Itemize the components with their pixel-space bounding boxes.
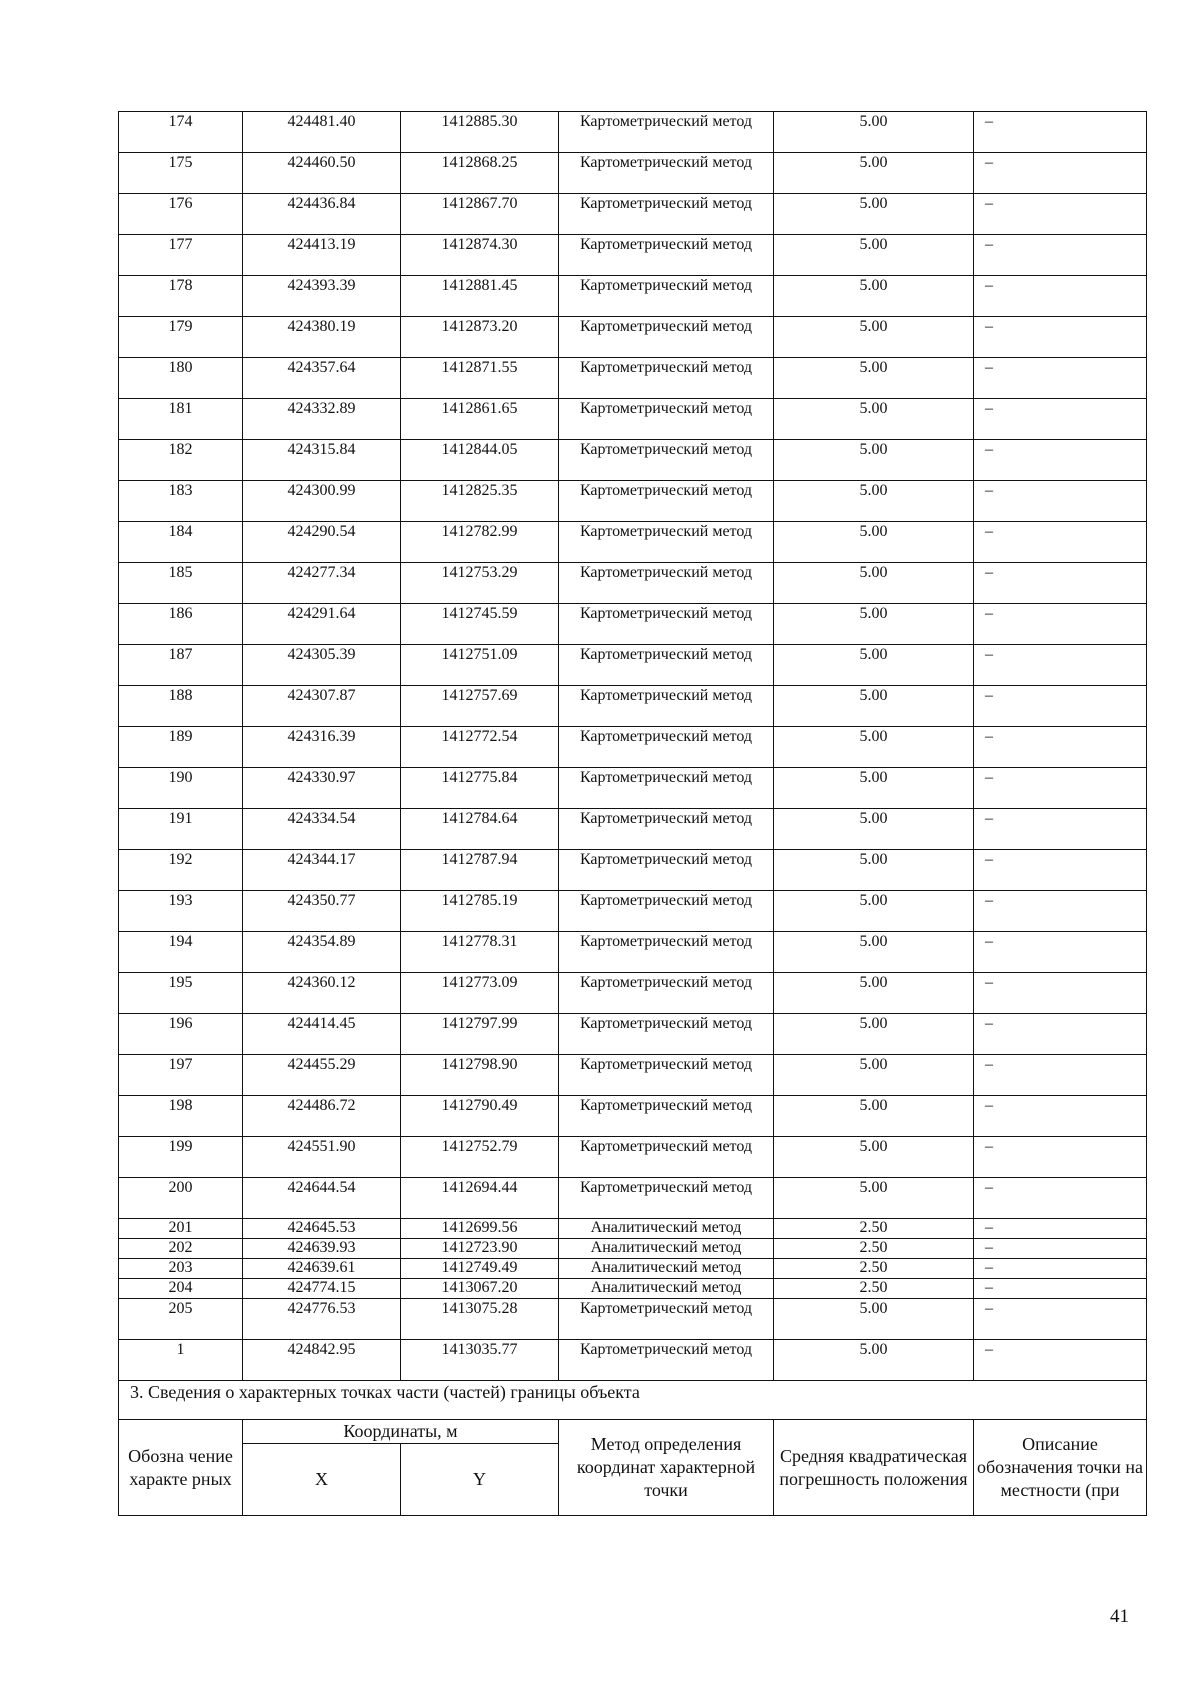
description-cell: – — [974, 153, 1147, 194]
point-id-cell: 195 — [119, 973, 243, 1014]
description-cell: – — [974, 358, 1147, 399]
error-cell: 5.00 — [774, 1096, 974, 1137]
method-cell: Картометрический метод — [559, 399, 774, 440]
point-id-cell: 180 — [119, 358, 243, 399]
description-cell: – — [974, 645, 1147, 686]
y-coordinate-cell: 1412844.05 — [401, 440, 559, 481]
error-cell: 5.00 — [774, 440, 974, 481]
table-row — [119, 358, 1147, 399]
x-coordinate-cell: 424360.12 — [243, 973, 401, 1014]
method-cell: Картометрический метод — [559, 440, 774, 481]
coordinates-table — [118, 111, 1147, 1516]
point-id-cell: 202 — [119, 1239, 243, 1259]
description-cell: – — [974, 194, 1147, 235]
method-cell: Картометрический метод — [559, 891, 774, 932]
header-y: Y — [401, 1444, 559, 1516]
table-row — [119, 1219, 1147, 1239]
method-cell: Картометрический метод — [559, 112, 774, 153]
table-row — [119, 1055, 1147, 1096]
description-cell: – — [974, 1299, 1147, 1340]
error-cell: 5.00 — [774, 112, 974, 153]
method-cell: Картометрический метод — [559, 1014, 774, 1055]
error-cell: 5.00 — [774, 809, 974, 850]
table-row — [119, 481, 1147, 522]
y-coordinate-cell: 1412775.84 — [401, 768, 559, 809]
error-cell: 5.00 — [774, 399, 974, 440]
point-id-cell: 187 — [119, 645, 243, 686]
x-coordinate-cell: 424350.77 — [243, 891, 401, 932]
error-cell: 5.00 — [774, 604, 974, 645]
error-cell: 2.50 — [774, 1219, 974, 1239]
point-id-cell: 192 — [119, 850, 243, 891]
table-row — [119, 973, 1147, 1014]
error-cell: 5.00 — [774, 645, 974, 686]
y-coordinate-cell: 1413075.28 — [401, 1299, 559, 1340]
header-error: Средняя квадратическая погрешность положения — [774, 1420, 974, 1516]
point-id-cell: 204 — [119, 1279, 243, 1299]
y-coordinate-cell: 1413035.77 — [401, 1340, 559, 1381]
y-coordinate-cell: 1412753.29 — [401, 563, 559, 604]
x-coordinate-cell: 424380.19 — [243, 317, 401, 358]
point-id-cell: 198 — [119, 1096, 243, 1137]
point-id-cell: 179 — [119, 317, 243, 358]
method-cell: Аналитический метод — [559, 1219, 774, 1239]
y-coordinate-cell: 1412867.70 — [401, 194, 559, 235]
description-cell: – — [974, 440, 1147, 481]
method-cell: Картометрический метод — [559, 522, 774, 563]
point-id-cell: 185 — [119, 563, 243, 604]
point-id-cell: 175 — [119, 153, 243, 194]
x-coordinate-cell: 424277.34 — [243, 563, 401, 604]
error-cell: 5.00 — [774, 276, 974, 317]
y-coordinate-cell: 1412699.56 — [401, 1219, 559, 1239]
error-cell: 5.00 — [774, 686, 974, 727]
y-coordinate-cell: 1412798.90 — [401, 1055, 559, 1096]
x-coordinate-cell: 424413.19 — [243, 235, 401, 276]
table-row — [119, 809, 1147, 850]
header-coordinates: Координаты, м — [243, 1420, 559, 1444]
y-coordinate-cell: 1412790.49 — [401, 1096, 559, 1137]
description-cell: – — [974, 1259, 1147, 1279]
description-cell: – — [974, 932, 1147, 973]
x-coordinate-cell: 424291.64 — [243, 604, 401, 645]
x-coordinate-cell: 424776.53 — [243, 1299, 401, 1340]
description-cell: – — [974, 1239, 1147, 1259]
x-coordinate-cell: 424414.45 — [243, 1014, 401, 1055]
error-cell: 2.50 — [774, 1259, 974, 1279]
error-cell: 2.50 — [774, 1279, 974, 1299]
table-row — [119, 727, 1147, 768]
description-cell: – — [974, 399, 1147, 440]
description-cell: – — [974, 686, 1147, 727]
method-cell: Картометрический метод — [559, 235, 774, 276]
point-id-cell: 200 — [119, 1178, 243, 1219]
method-cell: Картометрический метод — [559, 768, 774, 809]
x-coordinate-cell: 424316.39 — [243, 727, 401, 768]
description-cell: – — [974, 522, 1147, 563]
method-cell: Картометрический метод — [559, 317, 774, 358]
y-coordinate-cell: 1412874.30 — [401, 235, 559, 276]
table-row — [119, 686, 1147, 727]
x-coordinate-cell: 424357.64 — [243, 358, 401, 399]
error-cell: 5.00 — [774, 932, 974, 973]
point-id-cell: 205 — [119, 1299, 243, 1340]
y-coordinate-cell: 1412772.54 — [401, 727, 559, 768]
error-cell: 5.00 — [774, 1137, 974, 1178]
point-id-cell: 1 — [119, 1340, 243, 1381]
method-cell: Картометрический метод — [559, 932, 774, 973]
method-cell: Картометрический метод — [559, 1055, 774, 1096]
y-coordinate-cell: 1412881.45 — [401, 276, 559, 317]
table-row — [119, 522, 1147, 563]
table-row — [119, 645, 1147, 686]
error-cell: 2.50 — [774, 1239, 974, 1259]
table-row — [119, 1239, 1147, 1259]
section-3 — [119, 1381, 1147, 1516]
x-coordinate-cell: 424436.84 — [243, 194, 401, 235]
error-cell: 5.00 — [774, 194, 974, 235]
method-cell: Аналитический метод — [559, 1259, 774, 1279]
y-coordinate-cell: 1412873.20 — [401, 317, 559, 358]
description-cell: – — [974, 1055, 1147, 1096]
x-coordinate-cell: 424644.54 — [243, 1178, 401, 1219]
point-id-cell: 177 — [119, 235, 243, 276]
x-coordinate-cell: 424305.39 — [243, 645, 401, 686]
method-cell: Картометрический метод — [559, 1137, 774, 1178]
method-cell: Аналитический метод — [559, 1239, 774, 1259]
description-cell: – — [974, 481, 1147, 522]
description-cell: – — [974, 1137, 1147, 1178]
header-method: Метод определения координат характерной точки — [559, 1420, 774, 1516]
table-row — [119, 1340, 1147, 1381]
table-row — [119, 235, 1147, 276]
table-row — [119, 1299, 1147, 1340]
method-cell: Картометрический метод — [559, 686, 774, 727]
description-cell: – — [974, 891, 1147, 932]
error-cell: 5.00 — [774, 522, 974, 563]
method-cell: Картометрический метод — [559, 153, 774, 194]
table-row — [119, 1259, 1147, 1279]
table-row — [119, 399, 1147, 440]
method-cell: Картометрический метод — [559, 481, 774, 522]
x-coordinate-cell: 424842.95 — [243, 1340, 401, 1381]
y-coordinate-cell: 1412745.59 — [401, 604, 559, 645]
table-row — [119, 194, 1147, 235]
table-row — [119, 604, 1147, 645]
error-cell: 5.00 — [774, 153, 974, 194]
y-coordinate-cell: 1412749.49 — [401, 1259, 559, 1279]
method-cell: Картометрический метод — [559, 1096, 774, 1137]
table-row — [119, 440, 1147, 481]
error-cell: 5.00 — [774, 358, 974, 399]
point-id-cell: 196 — [119, 1014, 243, 1055]
error-cell: 5.00 — [774, 481, 974, 522]
error-cell: 5.00 — [774, 1340, 974, 1381]
description-cell: – — [974, 850, 1147, 891]
table-row — [119, 112, 1147, 153]
description-cell: – — [974, 235, 1147, 276]
point-id-cell: 190 — [119, 768, 243, 809]
method-cell: Картометрический метод — [559, 1299, 774, 1340]
y-coordinate-cell: 1412825.35 — [401, 481, 559, 522]
y-coordinate-cell: 1412797.99 — [401, 1014, 559, 1055]
table-row — [119, 932, 1147, 973]
description-cell: – — [974, 727, 1147, 768]
error-cell: 5.00 — [774, 317, 974, 358]
point-id-cell: 182 — [119, 440, 243, 481]
method-cell: Картометрический метод — [559, 604, 774, 645]
point-id-cell: 201 — [119, 1219, 243, 1239]
x-coordinate-cell: 424455.29 — [243, 1055, 401, 1096]
x-coordinate-cell: 424334.54 — [243, 809, 401, 850]
method-cell: Картометрический метод — [559, 1340, 774, 1381]
y-coordinate-cell: 1413067.20 — [401, 1279, 559, 1299]
y-coordinate-cell: 1412773.09 — [401, 973, 559, 1014]
method-cell: Картометрический метод — [559, 850, 774, 891]
method-cell: Картометрический метод — [559, 194, 774, 235]
description-cell: – — [974, 1219, 1147, 1239]
y-coordinate-cell: 1412871.55 — [401, 358, 559, 399]
y-coordinate-cell: 1412787.94 — [401, 850, 559, 891]
header-x: X — [243, 1444, 401, 1516]
y-coordinate-cell: 1412861.65 — [401, 399, 559, 440]
method-cell: Картометрический метод — [559, 1178, 774, 1219]
description-cell: – — [974, 1178, 1147, 1219]
table-body — [119, 112, 1147, 1381]
x-coordinate-cell: 424460.50 — [243, 153, 401, 194]
table-row — [119, 1137, 1147, 1178]
x-coordinate-cell: 424300.99 — [243, 481, 401, 522]
y-coordinate-cell: 1412751.09 — [401, 645, 559, 686]
description-cell: – — [974, 112, 1147, 153]
y-coordinate-cell: 1412785.19 — [401, 891, 559, 932]
error-cell: 5.00 — [774, 727, 974, 768]
x-coordinate-cell: 424639.61 — [243, 1259, 401, 1279]
y-coordinate-cell: 1412885.30 — [401, 112, 559, 153]
table-row — [119, 276, 1147, 317]
point-id-cell: 199 — [119, 1137, 243, 1178]
table-row — [119, 1279, 1147, 1299]
point-id-cell: 176 — [119, 194, 243, 235]
method-cell: Аналитический метод — [559, 1279, 774, 1299]
x-coordinate-cell: 424290.54 — [243, 522, 401, 563]
description-cell: – — [974, 604, 1147, 645]
description-cell: – — [974, 973, 1147, 1014]
y-coordinate-cell: 1412757.69 — [401, 686, 559, 727]
point-id-cell: 188 — [119, 686, 243, 727]
x-coordinate-cell: 424481.40 — [243, 112, 401, 153]
error-cell: 5.00 — [774, 768, 974, 809]
description-cell: – — [974, 276, 1147, 317]
point-id-cell: 193 — [119, 891, 243, 932]
y-coordinate-cell: 1412694.44 — [401, 1178, 559, 1219]
description-cell: – — [974, 1340, 1147, 1381]
y-coordinate-cell: 1412752.79 — [401, 1137, 559, 1178]
point-id-cell: 203 — [119, 1259, 243, 1279]
y-coordinate-cell: 1412778.31 — [401, 932, 559, 973]
error-cell: 5.00 — [774, 1014, 974, 1055]
x-coordinate-cell: 424393.39 — [243, 276, 401, 317]
method-cell: Картометрический метод — [559, 358, 774, 399]
point-id-cell: 178 — [119, 276, 243, 317]
method-cell: Картометрический метод — [559, 563, 774, 604]
x-coordinate-cell: 424486.72 — [243, 1096, 401, 1137]
error-cell: 5.00 — [774, 973, 974, 1014]
table-row — [119, 153, 1147, 194]
x-coordinate-cell: 424307.87 — [243, 686, 401, 727]
description-cell: – — [974, 563, 1147, 604]
method-cell: Картометрический метод — [559, 973, 774, 1014]
y-coordinate-cell: 1412723.90 — [401, 1239, 559, 1259]
header-description: Описание обозначения точки на местности (при — [974, 1420, 1147, 1516]
point-id-cell: 197 — [119, 1055, 243, 1096]
table-row — [119, 1096, 1147, 1137]
point-id-cell: 174 — [119, 112, 243, 153]
y-coordinate-cell: 1412782.99 — [401, 522, 559, 563]
point-id-cell: 191 — [119, 809, 243, 850]
x-coordinate-cell: 424354.89 — [243, 932, 401, 973]
method-cell: Картометрический метод — [559, 727, 774, 768]
method-cell: Картометрический метод — [559, 809, 774, 850]
description-cell: – — [974, 1014, 1147, 1055]
point-id-cell: 186 — [119, 604, 243, 645]
description-cell: – — [974, 317, 1147, 358]
description-cell: – — [974, 768, 1147, 809]
description-cell: – — [974, 1096, 1147, 1137]
y-coordinate-cell: 1412868.25 — [401, 153, 559, 194]
x-coordinate-cell: 424315.84 — [243, 440, 401, 481]
table-row — [119, 850, 1147, 891]
error-cell: 5.00 — [774, 1055, 974, 1096]
error-cell: 5.00 — [774, 563, 974, 604]
table-row — [119, 317, 1147, 358]
method-cell: Картометрический метод — [559, 276, 774, 317]
error-cell: 5.00 — [774, 1178, 974, 1219]
point-id-cell: 183 — [119, 481, 243, 522]
x-coordinate-cell: 424774.15 — [243, 1279, 401, 1299]
description-cell: – — [974, 1279, 1147, 1299]
point-id-cell: 181 — [119, 399, 243, 440]
x-coordinate-cell: 424645.53 — [243, 1219, 401, 1239]
point-id-cell: 184 — [119, 522, 243, 563]
point-id-cell: 189 — [119, 727, 243, 768]
section-title: 3. Сведения о характерных точках части (частей) границы объекта — [119, 1381, 1147, 1420]
point-id-cell: 194 — [119, 932, 243, 973]
table-row — [119, 891, 1147, 932]
error-cell: 5.00 — [774, 850, 974, 891]
table-row — [119, 563, 1147, 604]
page-number: 41 — [1110, 1606, 1129, 1627]
table-row — [119, 1178, 1147, 1219]
x-coordinate-cell: 424330.97 — [243, 768, 401, 809]
table-row — [119, 768, 1147, 809]
error-cell: 5.00 — [774, 235, 974, 276]
error-cell: 5.00 — [774, 1299, 974, 1340]
error-cell: 5.00 — [774, 891, 974, 932]
x-coordinate-cell: 424344.17 — [243, 850, 401, 891]
header-designation: Обозна чение характе рных — [119, 1420, 243, 1516]
x-coordinate-cell: 424551.90 — [243, 1137, 401, 1178]
description-cell: – — [974, 809, 1147, 850]
x-coordinate-cell: 424332.89 — [243, 399, 401, 440]
x-coordinate-cell: 424639.93 — [243, 1239, 401, 1259]
table-row — [119, 1014, 1147, 1055]
y-coordinate-cell: 1412784.64 — [401, 809, 559, 850]
method-cell: Картометрический метод — [559, 645, 774, 686]
